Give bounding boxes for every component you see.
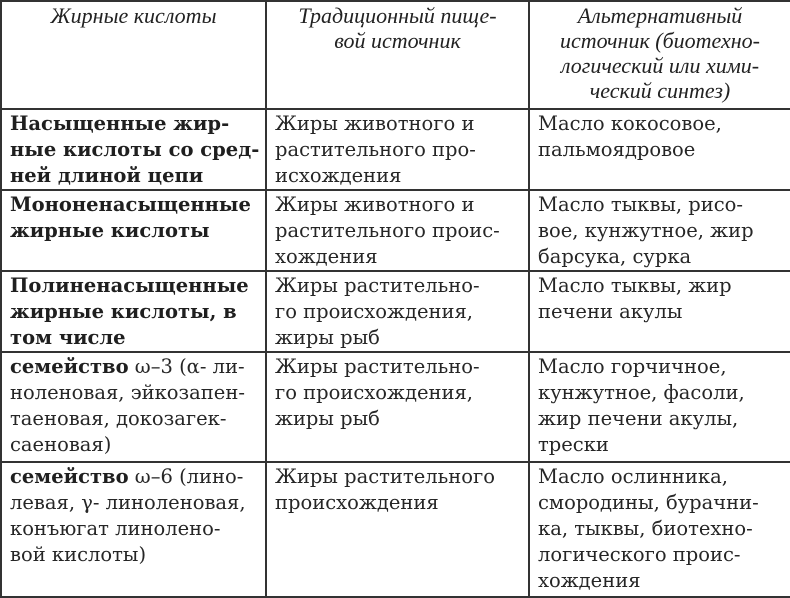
text-line: го происхождения, [275, 300, 474, 323]
text-line: исхождения [275, 164, 402, 187]
header-row [1, 1, 790, 109]
text-line: пальмоядровое [538, 138, 696, 161]
text-line: происхождения [275, 491, 439, 514]
text-line: го происхождения, [275, 381, 474, 404]
cell-alternative [529, 271, 790, 352]
cell-alternative [529, 190, 790, 271]
text-line: логического проис- [538, 543, 741, 566]
text-line: вой кислоты) [10, 543, 147, 566]
text-line: растительного про- [275, 138, 476, 161]
acid-family-first-line [10, 354, 257, 380]
table-row-monounsaturated [1, 190, 790, 271]
text-line: растительного проис- [275, 219, 500, 242]
cell-traditional [266, 462, 529, 597]
text-line: жиры рыб [275, 407, 380, 430]
text-line: ка, тыквы, биотехно- [538, 517, 753, 540]
cell-alternative [529, 109, 790, 190]
text-line: смородины, бурачни- [538, 491, 759, 514]
table-row-omega-6 [1, 462, 790, 597]
text-line: вое, кунжутное, жир [538, 219, 754, 242]
text-line: Жиры растительного [275, 465, 495, 488]
acid-name-line: Насыщенные жир- [10, 112, 230, 135]
header-line: Жирные кислоты [50, 3, 217, 28]
acid-name-line: жирные кислоты [10, 219, 210, 242]
table-row-saturated [1, 109, 790, 190]
acid-name-line: ней длиной цепи [10, 164, 204, 187]
cell-acid [1, 271, 266, 352]
text-line: Масло кокосовое, [538, 112, 722, 135]
header-traditional-source [266, 1, 529, 109]
text-line: Жиры растительно- [275, 355, 480, 378]
acid-name-line: Мононенасыщенные [10, 193, 251, 216]
text-line: ноленовая, эйкозапен- [10, 381, 245, 404]
acid-name-line: Полиненасыщенные [10, 274, 249, 297]
cell-alternative [529, 462, 790, 597]
header-line: ческий синтез) [589, 78, 731, 103]
header-alternative-source [529, 1, 790, 109]
text-line: кунжутное, фасоли, [538, 381, 745, 404]
text-line: Масло тыквы, рисо- [538, 193, 743, 216]
cell-traditional [266, 190, 529, 271]
cell-traditional [266, 271, 529, 352]
text-line: Жиры животного и [275, 193, 475, 216]
text-line: хождения [275, 245, 378, 268]
cell-acid [1, 190, 266, 271]
header-line: вой источник [334, 28, 461, 53]
family-label: семейство [10, 355, 129, 378]
table-row-polyunsaturated [1, 271, 790, 352]
acid-family-first-line [10, 464, 257, 490]
family-detail: ω–3 (α- ли- [128, 355, 245, 378]
text-line: левая, γ- линоленовая, [10, 491, 246, 514]
text-line: таеновая, докозагек- [10, 407, 227, 430]
header-line: Альтернативный [577, 3, 743, 28]
table-row-omega-3 [1, 352, 790, 462]
acid-name-line: ные кислоты со сред- [10, 138, 260, 161]
family-detail: ω–6 (лино- [128, 465, 244, 488]
text-line: саеновая) [10, 433, 112, 456]
text-line: Жиры животного и [275, 112, 475, 135]
text-line: Масло ослинника, [538, 465, 728, 488]
cell-traditional [266, 109, 529, 190]
acid-name-line: том числе [10, 326, 126, 349]
text-line: Масло тыквы, жир [538, 274, 732, 297]
header-fatty-acids [1, 1, 266, 109]
header-line: Традиционный пище- [298, 3, 497, 28]
text-line: печени акулы [538, 300, 683, 323]
cell-acid [1, 109, 266, 190]
text-line: конъюгат линолено- [10, 517, 221, 540]
text-line: жир печени акулы, [538, 407, 739, 430]
text-line: жиры рыб [275, 326, 380, 349]
text-line: барсука, сурка [538, 245, 692, 268]
cell-alternative [529, 352, 790, 462]
header-line: логический или хими- [560, 53, 760, 78]
cell-acid [1, 352, 266, 462]
family-label: семейство [10, 465, 129, 488]
text-line: Масло горчичное, [538, 355, 727, 378]
text-line: трески [538, 433, 609, 456]
header-line: источник (биотехно- [559, 28, 761, 53]
text-line: хождения [538, 569, 641, 592]
cell-traditional [266, 352, 529, 462]
acid-name-line: жирные кислоты, в [10, 300, 237, 323]
text-line: Жиры растительно- [275, 274, 480, 297]
cell-acid [1, 462, 266, 597]
